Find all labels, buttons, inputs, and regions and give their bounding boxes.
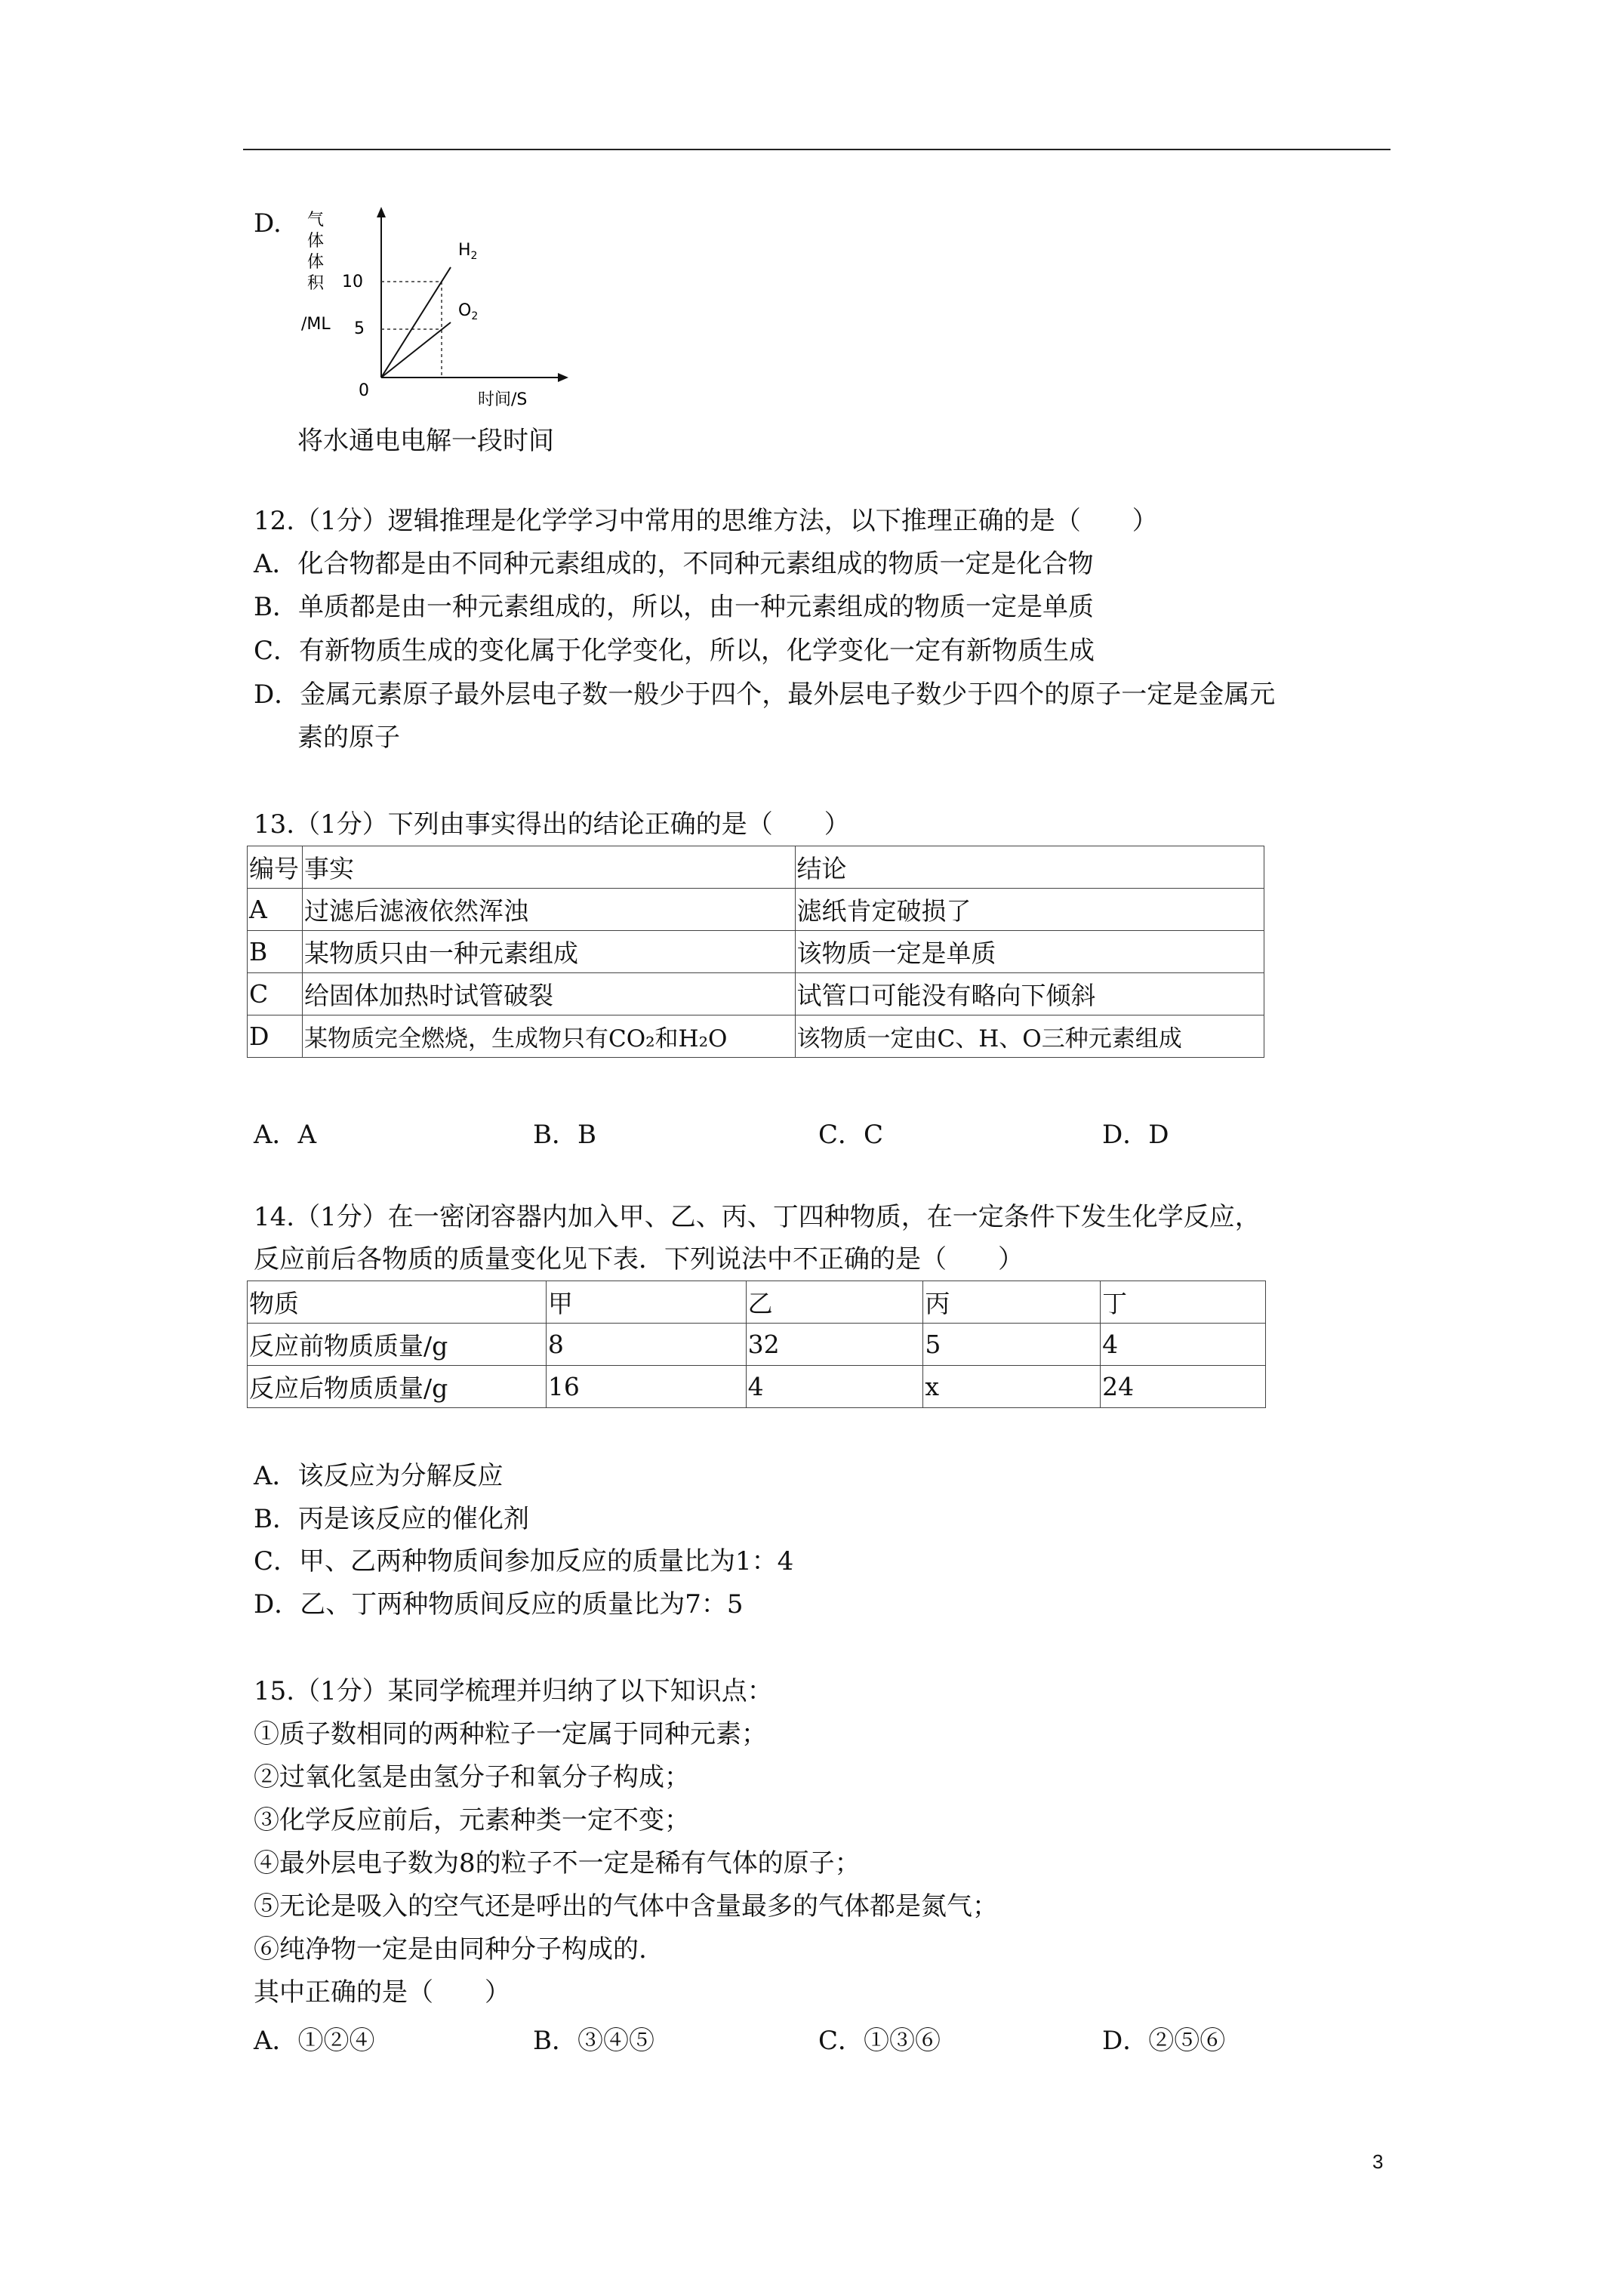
q12-option-d: D．金属元素原子最外层电子数一般少于四个，最外层电子数少于四个的原子一定是金属元 — [254, 680, 1276, 710]
table-cell: 滤纸肯定破损了 — [795, 889, 1264, 931]
q15-point: ⑤无论是吸入的空气还是呼出的气体中含量最多的气体都是氮气； — [254, 1891, 998, 1922]
table-row — [248, 1015, 1264, 1058]
q13-choice-b: B．B — [533, 1120, 596, 1150]
q14-option-d: D．乙、丁两种物质间反应的质量比为7：5 — [254, 1589, 744, 1620]
q13-choice-a: A．A — [254, 1120, 317, 1150]
table-cell: 反应前物质质量/g — [248, 1324, 547, 1366]
q12-option-b: B．单质都是由一种元素组成的，所以，由一种元素组成的物质一定是单质 — [254, 592, 1094, 622]
q11-chart-caption: 将水通电电解一段时间 — [297, 426, 554, 456]
table-cell: 试管口可能没有略向下倾斜 — [795, 973, 1264, 1015]
q13-choice-d: D．D — [1102, 1120, 1169, 1150]
q13-header-cell: 编号 — [248, 846, 303, 889]
table-cell: 过滤后滤液依然浑浊 — [302, 889, 795, 931]
table-cell: 该物质一定由C、H、O三种元素组成 — [795, 1015, 1264, 1058]
origin-label: 0 — [359, 381, 369, 400]
table-cell: 反应后物质质量/g — [248, 1366, 547, 1408]
q15-point: ③化学反应前后，元素种类一定不变； — [254, 1805, 690, 1835]
chart-ylabel-3: 体 — [307, 253, 325, 272]
chart-xlabel: 时间/S — [478, 390, 528, 409]
q13-header-cell: 结论 — [795, 846, 1264, 889]
table-row — [248, 973, 1264, 1015]
header-rule — [243, 149, 1390, 150]
q14-stem-line1: 14.（1分）在一密闭容器内加入甲、乙、丙、丁四种物质，在一定条件下发生化学反应， — [254, 1202, 1261, 1232]
q12-option-d-cont: 素的原子 — [297, 723, 400, 753]
table-cell: 给固体加热时试管破裂 — [302, 973, 795, 1015]
q14-header-cell: 丁 — [1101, 1281, 1266, 1324]
table-cell: 4 — [746, 1366, 923, 1408]
table-cell: 4 — [1101, 1324, 1266, 1366]
chart-ylabel-5: /ML — [301, 315, 331, 334]
ytick-label-5: 5 — [354, 319, 365, 338]
ytick-label-10: 10 — [342, 273, 363, 291]
q15-point: ④最外层电子数为8的粒子不一定是稀有气体的原子； — [254, 1848, 861, 1878]
q15-stem: 15.（1分）某同学梳理并归纳了以下知识点： — [254, 1676, 773, 1706]
q13-table — [247, 846, 1264, 1058]
q15-point: ⑥纯净物一定是由同种分子构成的. — [254, 1934, 647, 1965]
q15-choice-b: B．③④⑤ — [533, 2026, 654, 2056]
table-cell: 8 — [546, 1324, 746, 1366]
table-cell: 24 — [1101, 1366, 1266, 1408]
chart-ylabel-2: 体 — [307, 232, 325, 251]
q14-option-a: A．该反应为分解反应 — [254, 1461, 504, 1491]
x-axis-arrow — [558, 373, 568, 382]
electrolysis-chart — [298, 202, 577, 414]
chart-ylabel-1: 气 — [307, 211, 325, 230]
table-row — [248, 889, 1264, 931]
q14-table — [247, 1281, 1266, 1408]
q14-header-cell: 乙 — [746, 1281, 923, 1324]
table-cell: D — [248, 1015, 303, 1058]
table-cell: 该物质一定是单质 — [795, 931, 1264, 973]
q14-header-row — [248, 1281, 1266, 1324]
q11-option-d-label: D. — [254, 208, 282, 239]
q12-option-c: C．有新物质生成的变化属于化学变化，所以，化学变化一定有新物质生成 — [254, 636, 1095, 666]
q14-option-b: B．丙是该反应的催化剂 — [254, 1504, 529, 1534]
table-row — [248, 931, 1264, 973]
q13-stem: 13.（1分）下列由事实得出的结论正确的是（ ） — [254, 809, 850, 840]
q15-point: ②过氧化氢是由氢分子和氧分子构成； — [254, 1762, 690, 1792]
series-label-o2: $O_2$ — [458, 301, 479, 322]
q14-header-cell: 物质 — [248, 1281, 547, 1324]
q14-header-cell: 甲 — [546, 1281, 746, 1324]
series-line-o2 — [381, 322, 451, 378]
q14-stem-line2: 反应前后各物质的质量变化见下表．下列说法中不正确的是（ ） — [254, 1244, 1024, 1274]
chart-ylabel-4: 积 — [307, 274, 325, 293]
table-cell: 某物质完全燃烧，生成物只有CO₂和H₂O — [302, 1015, 795, 1058]
q13-header-cell: 事实 — [302, 846, 795, 889]
table-row — [248, 1324, 1266, 1366]
q15-choice-c: C．①③⑥ — [818, 2026, 941, 2056]
q12-stem: 12.（1分）逻辑推理是化学学习中常用的思维方法，以下推理正确的是（ ） — [254, 506, 1158, 536]
q15-question: 其中正确的是（ ） — [254, 1977, 510, 2008]
q13-header-row — [248, 846, 1264, 889]
y-axis-arrow — [377, 207, 386, 217]
q15-choice-a: A．①②④ — [254, 2026, 375, 2056]
table-cell: 5 — [923, 1324, 1101, 1366]
table-cell: B — [248, 931, 303, 973]
q14-header-cell: 丙 — [923, 1281, 1101, 1324]
q14-option-c: C．甲、乙两种物质间参加反应的质量比为1：4 — [254, 1546, 794, 1576]
table-cell: C — [248, 973, 303, 1015]
series-label-h2: $H_2$ — [458, 241, 478, 262]
q15-choice-d: D．②⑤⑥ — [1102, 2026, 1226, 2056]
page-number: 3 — [1372, 2150, 1384, 2173]
q13-choice-c: C．C — [818, 1120, 884, 1150]
q15-point: ①质子数相同的两种粒子一定属于同种元素； — [254, 1719, 767, 1749]
table-cell: 某物质只由一种元素组成 — [302, 931, 795, 973]
table-cell: x — [923, 1366, 1101, 1408]
series-line-h2 — [381, 267, 451, 378]
table-cell: 32 — [746, 1324, 923, 1366]
table-cell: A — [248, 889, 303, 931]
table-cell: 16 — [546, 1366, 746, 1408]
q12-option-a: A．化合物都是由不同种元素组成的，不同种元素组成的物质一定是化合物 — [254, 549, 1094, 579]
table-row — [248, 1366, 1266, 1408]
